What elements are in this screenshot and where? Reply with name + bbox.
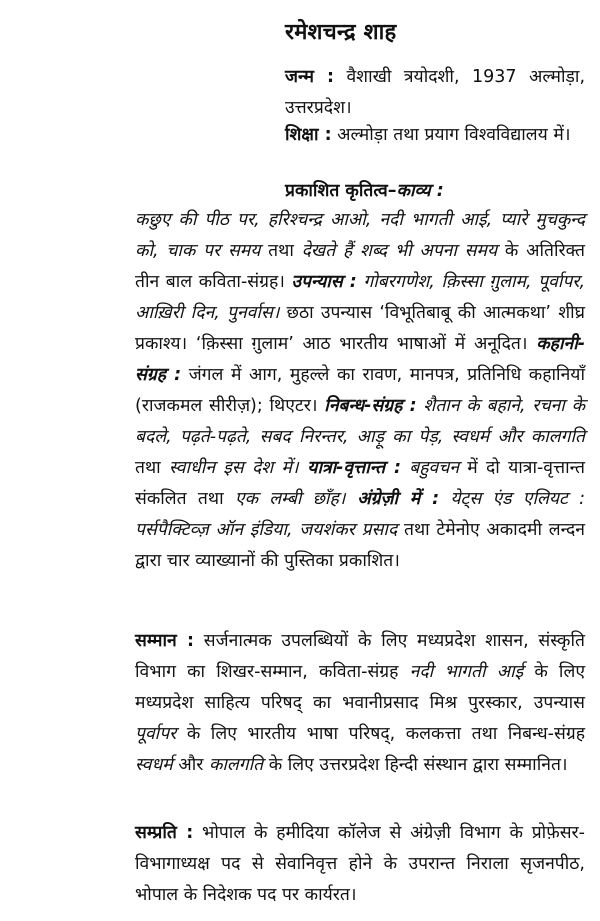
- works-heading-line: [285, 176, 585, 207]
- novel-label: उपन्यास :: [291, 272, 357, 292]
- current-label: सम्प्रति :: [135, 823, 194, 843]
- english-label: अंग्रेज़ी में :: [345, 489, 440, 509]
- current-section: [135, 818, 585, 911]
- stories-label: कहानी-संग्रह :: [135, 334, 585, 385]
- english-extra: तथा टेमेनोए अकादमी लन्दन द्वारा चार व्याख्यानों की पुस्तिका प्रकाशित।: [135, 520, 585, 571]
- novel-extra: छठा उपन्यास ‘विभूतिबाबू की आत्मकथा’ शीघ्र प्रकाश्य। ‘क़िस्सा ग़ुलाम’ आठ भारतीय भाषाओं में अनूदित।: [135, 303, 586, 354]
- honours-title-2: पूर्वापर: [135, 724, 177, 744]
- poetry-label: काव्य :: [396, 181, 444, 201]
- honours-section: [135, 626, 585, 781]
- honours-title-4: कालगति: [208, 755, 264, 775]
- poetry-last-title: देखते हैं शब्द भी अपना समय: [301, 241, 498, 261]
- travel-extra: में दो यात्रा-वृत्तान्त संकलित तथा: [135, 458, 586, 509]
- education-text: अल्मोड़ा तथा प्रयाग विश्वविद्यालय में।: [331, 125, 571, 145]
- works-heading: प्रकाशित कृतित्व–: [285, 181, 397, 201]
- honours-label: सम्मान :: [135, 631, 195, 651]
- education-label: शिक्षा :: [285, 125, 332, 145]
- birth-section: [285, 62, 585, 124]
- novel-titles: गोबरगणेश, क़िस्सा ग़ुलाम, पूर्वापर, आख़िरी दिन, पुनर्वास।: [135, 272, 586, 323]
- works-section: [135, 205, 585, 577]
- honours-text-4: और: [172, 755, 209, 775]
- honours-text-1: सर्जनात्मक उपलब्धियों के लिए मध्यप्रदेश शासन, संस्कृति विभाग का शिखर-सम्मान, कविता-संग्रह: [135, 631, 585, 682]
- essays-label: निबन्ध-संग्रह :: [324, 396, 417, 416]
- honours-text-5: के लिए उत्तरप्रदेश हिन्दी संस्थान द्वारा सम्मानित।: [263, 755, 568, 775]
- english-titles: येट्स एंड एलियट : पर्सपैक्टिव्ज़ ऑन इंडिया, जयशंकर प्रसाद: [135, 489, 585, 540]
- current-text: भोपाल के हमीदिया कॉलेज से अंग्रेज़ी विभाग के प्रोफ़ेसर-विभागाध्यक्ष पद से सेवानिवृत्त होने के उपरान्त निराला सृजनपीठ, भोपाल के निदेशक पद पर कार्यरत।: [135, 823, 585, 905]
- author-name: रमेशचन्द्र शाह: [285, 20, 397, 45]
- honours-text-3: के लिए भारतीय भाषा परिषद्, कलकत्ता तथा निबन्ध-संग्रह: [176, 724, 585, 744]
- honours-title-1: नदी भागती आई: [409, 662, 524, 682]
- poetry-extra: के अतिरिक्त तीन बाल कविता-संग्रह।: [135, 241, 585, 292]
- honours-text-2: के लिए मध्यप्रदेश साहित्य परिषद् का भवानीप्रसाद मिश्र पुरस्कार, उपन्यास: [135, 662, 586, 713]
- stories-text: जंगल में आग, मुहल्ले का रावण, मानपत्र, प्रतिनिधि कहानियाँ (राजकमल सीरीज़); थिएटर।: [135, 365, 585, 416]
- essays-join: तथा: [135, 458, 169, 478]
- travel-title-2: एक लम्बी छाँह।: [234, 489, 346, 509]
- poetry-titles: कछुए की पीठ पर, हरिश्चन्द्र आओ, नदी भागती आई, प्यारे मुचकुन्द को, चाक पर समय: [135, 210, 585, 261]
- essays-last-title: स्वाधीन इस देश में।: [168, 458, 299, 478]
- education-section: [285, 120, 585, 151]
- birth-label: जन्म :: [285, 67, 334, 87]
- poetry-join: तथा: [260, 241, 302, 261]
- birth-text: वैशाखी त्रयोदशी, 1937 अल्मोड़ा, उत्तरप्रदेश।: [285, 67, 586, 118]
- travel-title: बहुवचन: [400, 458, 460, 478]
- essays-titles: शैतान के बहाने, रचना के बदले, पढ़ते-पढ़ते, सबद निरन्तर, आड़ू का पेड़, स्वधर्म और कालगति: [135, 396, 586, 447]
- honours-title-3: स्वधर्म: [135, 755, 173, 775]
- travel-label: यात्रा-वृत्तान्त :: [298, 458, 401, 478]
